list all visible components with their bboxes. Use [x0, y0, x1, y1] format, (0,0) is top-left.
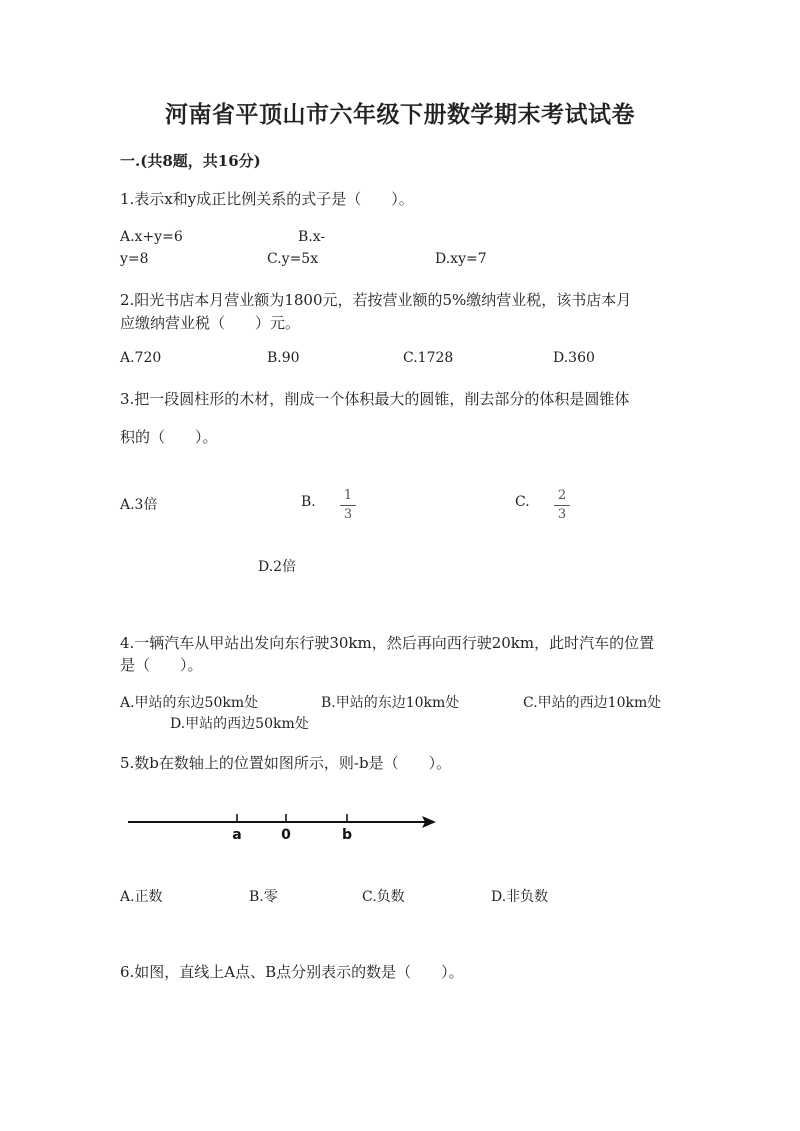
fraction-bar	[554, 505, 570, 506]
fraction-bar	[340, 505, 356, 506]
question-5-text: 5.数b在数轴上的位置如图所示，则-b是（ ）。	[120, 754, 452, 772]
q4-option-a: A.甲站的东边50km处	[120, 695, 259, 711]
q1-option-d: D.xy=7	[435, 251, 487, 267]
q5-option-d: D.非负数	[491, 889, 549, 905]
question-2-line-2: 应缴纳营业税（ ）元。	[120, 314, 301, 332]
q4-option-d: D.甲站的西边50km处	[170, 716, 309, 732]
q1-option-a: A.x+y=6	[120, 229, 183, 245]
q2-option-d: D.360	[553, 350, 595, 366]
section-header: 一.(共8题，共16分)	[120, 152, 261, 170]
fraction-denominator: 3	[343, 507, 353, 522]
q2-option-a: A.720	[120, 350, 162, 366]
q3-option-d: D.2倍	[258, 559, 297, 575]
q2-option-c: C.1728	[403, 350, 454, 366]
q5-option-b: B.零	[249, 889, 278, 905]
q4-option-c: C.甲站的西边10km处	[523, 695, 662, 711]
fraction-numerator: 2	[557, 488, 567, 503]
fraction-numerator: 1	[343, 488, 353, 503]
question-1-text: 1.表示x和y成正比例关系的式子是（ ）。	[120, 190, 414, 208]
label-a: a	[232, 827, 242, 843]
q3-option-c: C.	[515, 494, 530, 510]
q3-option-c-fraction	[554, 489, 570, 522]
question-2-line-1: 2.阳光书店本月营业额为1800元，若按营业额的5%缴纳营业税，该书店本月	[120, 291, 632, 309]
question-4-line-1: 4.一辆汽车从甲站出发向东行驶30km，然后再向西行驶20km，此时汽车的位置	[120, 634, 655, 652]
q1-option-b: B.x-	[298, 229, 326, 245]
fraction-denominator: 3	[557, 507, 567, 522]
number-line-figure	[120, 805, 450, 850]
q3-option-b: B.	[301, 494, 316, 510]
q3-option-b-fraction	[340, 489, 356, 522]
question-4-line-2: 是（ ）。	[120, 656, 203, 674]
label-b: b	[341, 827, 353, 843]
label-zero: 0	[281, 827, 291, 843]
q2-option-b: B.90	[267, 350, 300, 366]
question-3-line-1: 3.把一段圆柱形的木材，削成一个体积最大的圆锥，削去部分的体积是圆锥体	[120, 390, 630, 408]
q1-option-c: C.y=5x	[267, 251, 319, 267]
q5-option-a: A.正数	[120, 889, 163, 905]
question-6-text: 6.如图，直线上A点、B点分别表示的数是（ ）。	[120, 963, 464, 981]
q3-option-a: A.3倍	[120, 497, 158, 513]
question-3-line-2: 积的（ ）。	[120, 428, 218, 446]
page-title: 河南省平顶山市六年级下册数学期末考试试卷	[165, 101, 635, 128]
q5-option-c: C.负数	[362, 889, 405, 905]
q1-option-b-continued: y=8	[120, 251, 149, 267]
q4-option-b: B.甲站的东边10km处	[321, 695, 460, 711]
